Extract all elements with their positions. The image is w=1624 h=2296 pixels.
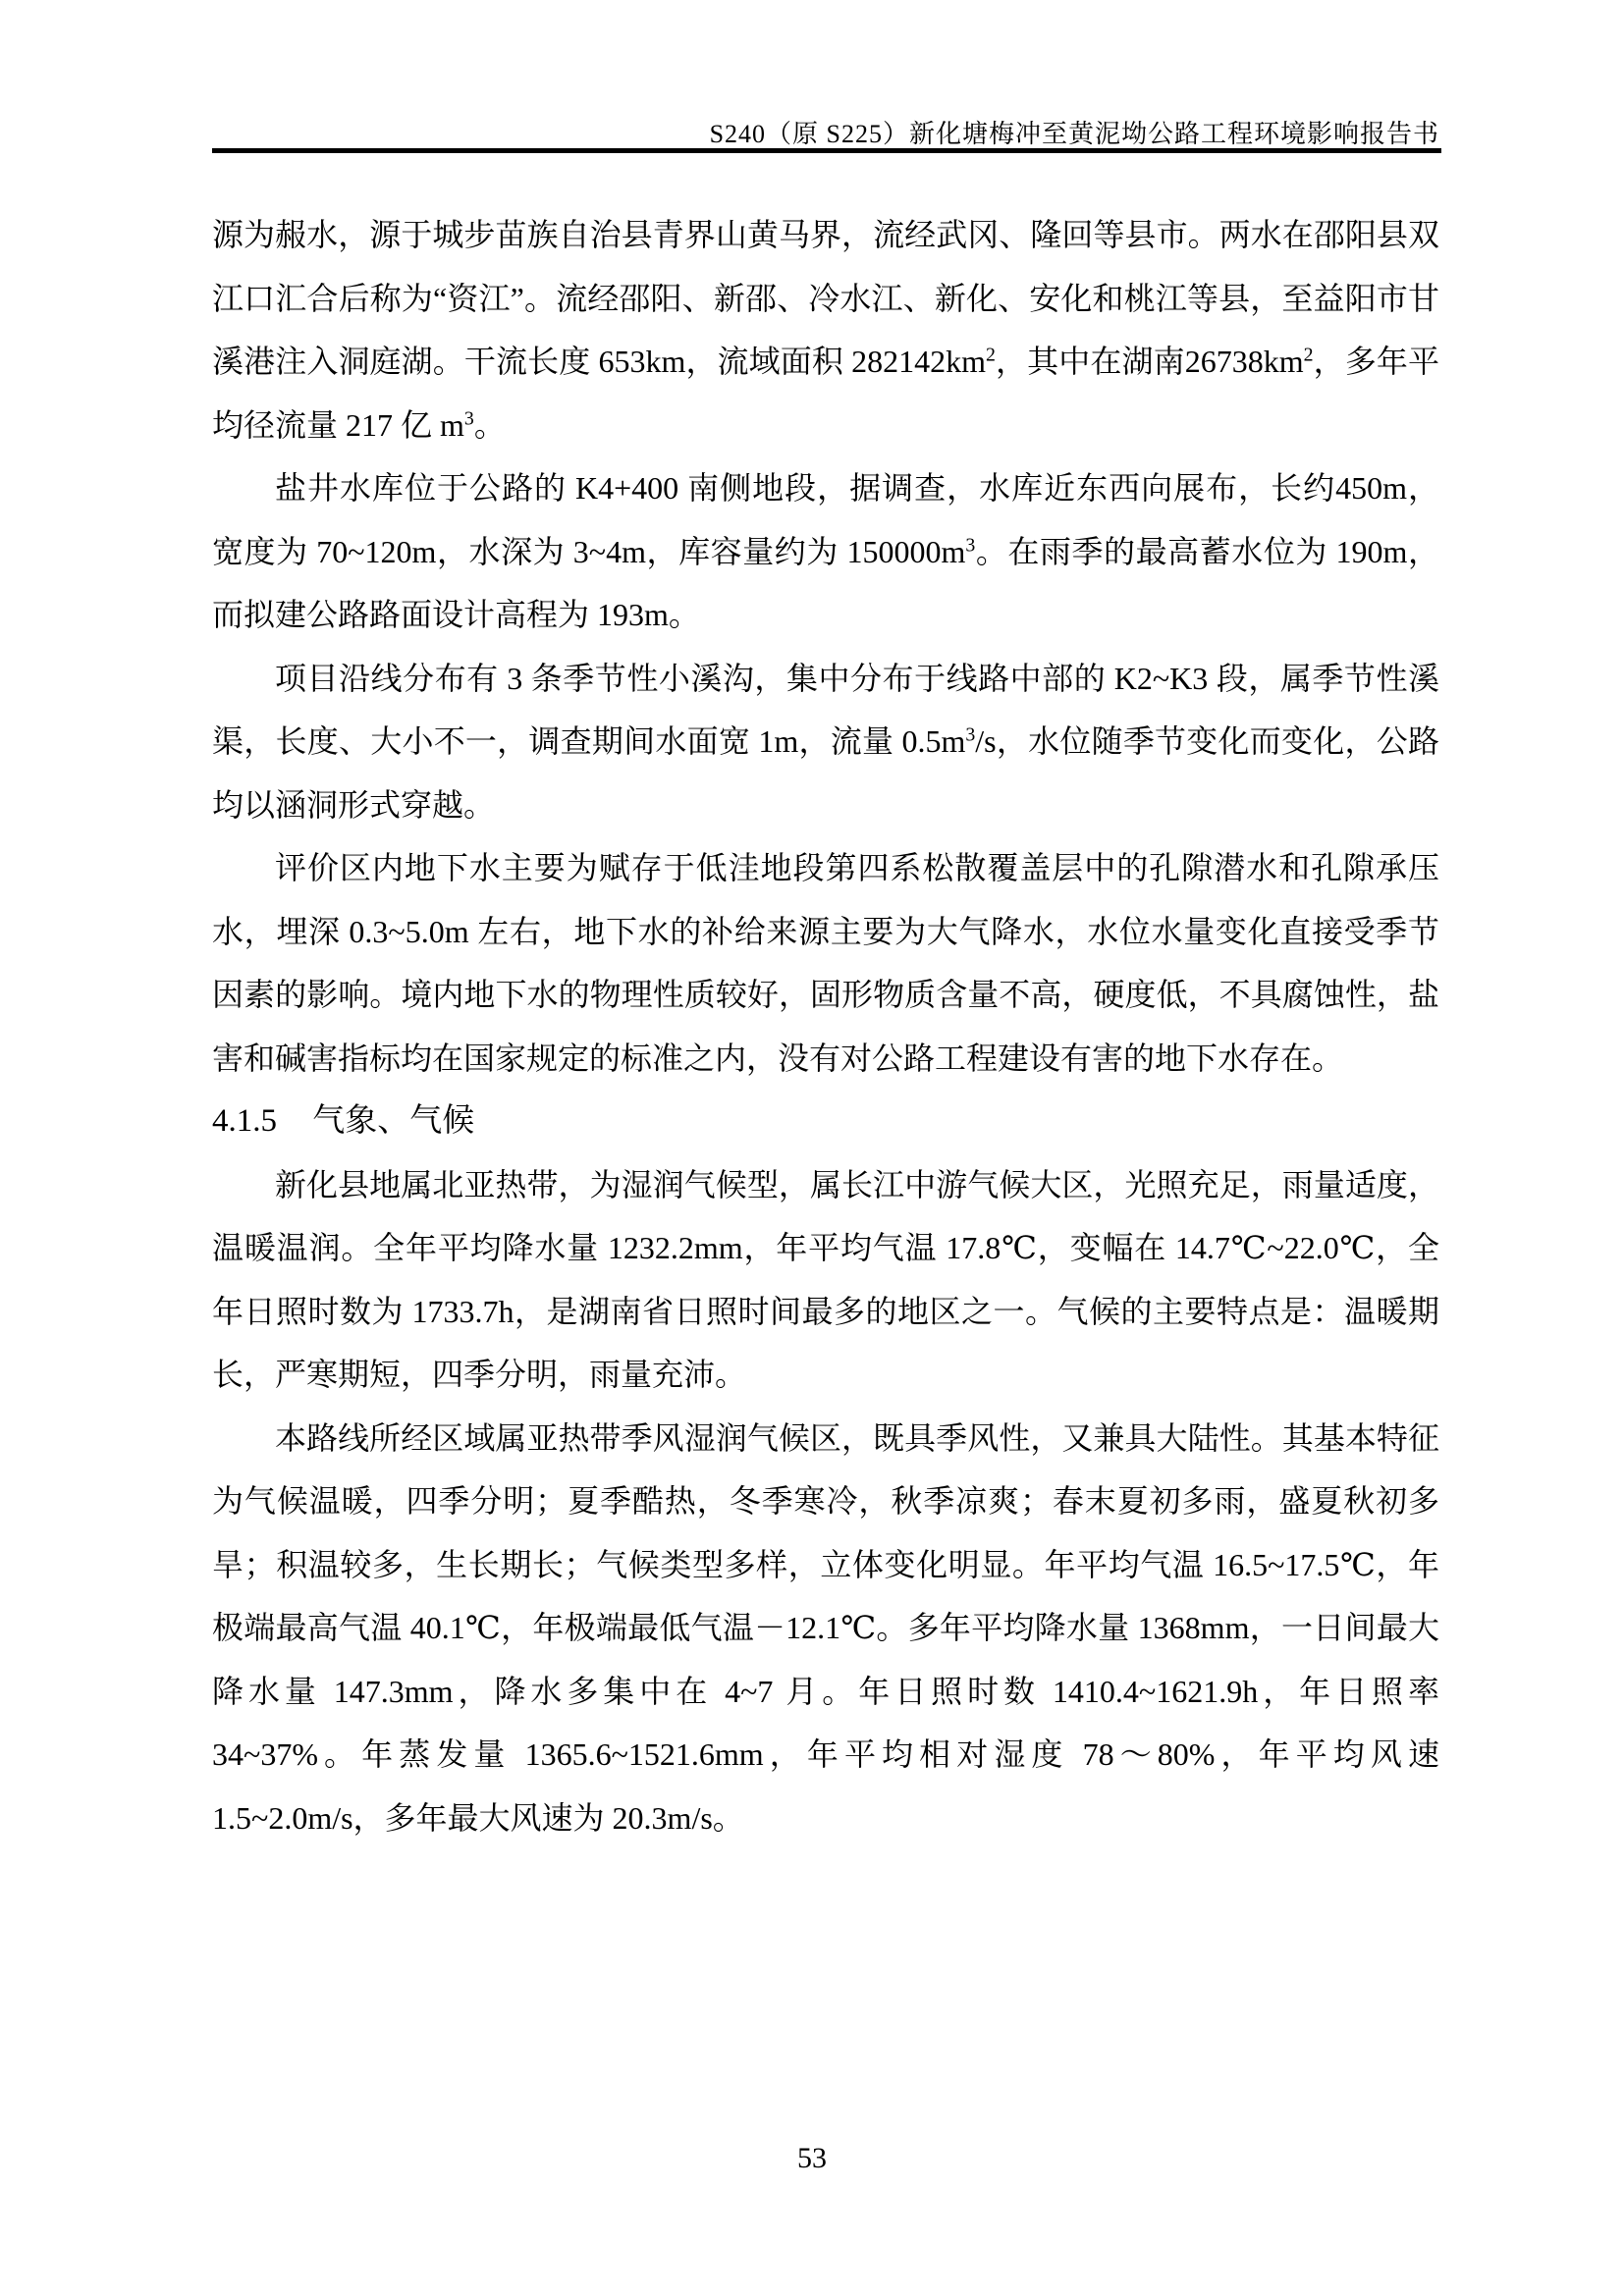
section-heading [212, 1090, 1439, 1153]
paragraph [212, 456, 1439, 647]
text-run: 评价区内地下水主要为赋存于低洼地段第四系松散覆盖层中的孔隙潜水和孔隙承压水，埋深 0.3~5.0m 左右，地下水的补给来源主要为大气降水，水位水量变化直接受季节因素的影响。境内地下水的物理性质较好，固形物质含量不高，硬度低，不具腐蚀性，盐害和碱害指标均在国家规定的标准之内，没有对公路工程建设有害的地下水存在。 [212, 850, 1439, 1076]
section-title: 气象、气候 [312, 1103, 475, 1139]
text-run: 本路线所经区域属亚热带季风湿润气候区，既具季风性，又兼具大陆性。其基本特征为气候温暖，四季分明；夏季酷热，冬季寒冷，秋季凉爽；春末夏初多雨，盛夏秋初多旱；积温较多，生长期长；气候类型多样，立体变化明显。年平均气温 16.5~17.5℃，年极端最高气温 40.1℃，年极端最低气温－12.1℃。多年平均降水量 1368mm，一日间最大降水量 147.3mm，降水多集中在 4~7 月。年日照时数 1410.4~1621.9h，年日照率 34~37%。年蒸发量 1365.6~1521.6mm，年平均相对湿度 78～80%，年平均风速 1.5~2.0m/s，多年最大风速为 20.3m/s。 [212, 1419, 1439, 1836]
text-run: 项目沿线分布有 3 条季节性小溪沟，集中分布于线路中部的 K2~K3 段，属季节性溪渠，长度、大小不一，调查期间水面宽 1m，流量 0.5m [212, 660, 1439, 759]
section-number: 4.1.5 [212, 1103, 277, 1139]
superscript: 3 [965, 723, 976, 746]
text-run: ，其中在湖南26738km [995, 344, 1304, 379]
paragraph [212, 1407, 1439, 1850]
paragraph [212, 647, 1439, 837]
paragraph [212, 203, 1439, 456]
text-run: 。 [473, 406, 506, 443]
text-run: 。在雨季的最高蓄水位为 190m，而拟建公路路面设计高程为 193m。 [212, 533, 1439, 632]
text-run: 源为赧水，源于城步苗族自治县青界山黄马界，流经武冈、隆回等县市。两水在邵阳县双江口汇合后称为“资江”。流经邵阳、新邵、冷水江、新化、安化和桃江等县，至益阳市甘溪港注入洞庭湖。干流长度 653km，流域面积 282142km [212, 217, 1439, 379]
text-run: /s，水位随季节变化而变化，公路均以涵洞形式穿越。 [212, 723, 1439, 823]
text-run: 盐井水库位于公路的 K4+400 南侧地段，据调查，水库近东西向展布，长约450m，宽度为 70~120m，水深为 3~4m，库容量约为 150000m [212, 470, 1439, 569]
superscript: 3 [965, 533, 976, 556]
paragraph [212, 1153, 1439, 1407]
header-rule [212, 148, 1441, 153]
text-run: 新化县地属北亚热带，为湿润气候型，属长江中游气候大区，光照充足，雨量适度，温暖温润。全年平均降水量 1232.2mm，年平均气温 17.8℃，变幅在 14.7℃~22.0℃，全年日照时数为 1733.7h，是湖南省日照时间最多的地区之一。气候的主要特点是：温暖期长，严寒期短，四季分明，雨量充沛。 [212, 1166, 1439, 1392]
text-run: ，多年平均径流量 217 亿 m [212, 344, 1439, 443]
superscript: 3 [463, 406, 474, 429]
superscript: 2 [1303, 344, 1314, 366]
superscript: 2 [986, 344, 996, 366]
running-header: S240（原 S225）新化塘梅冲至黄泥坳公路工程环境影响报告书 [709, 120, 1439, 148]
page-number: 53 [797, 2142, 827, 2174]
document-body [212, 203, 1439, 1849]
paragraph [212, 836, 1439, 1090]
